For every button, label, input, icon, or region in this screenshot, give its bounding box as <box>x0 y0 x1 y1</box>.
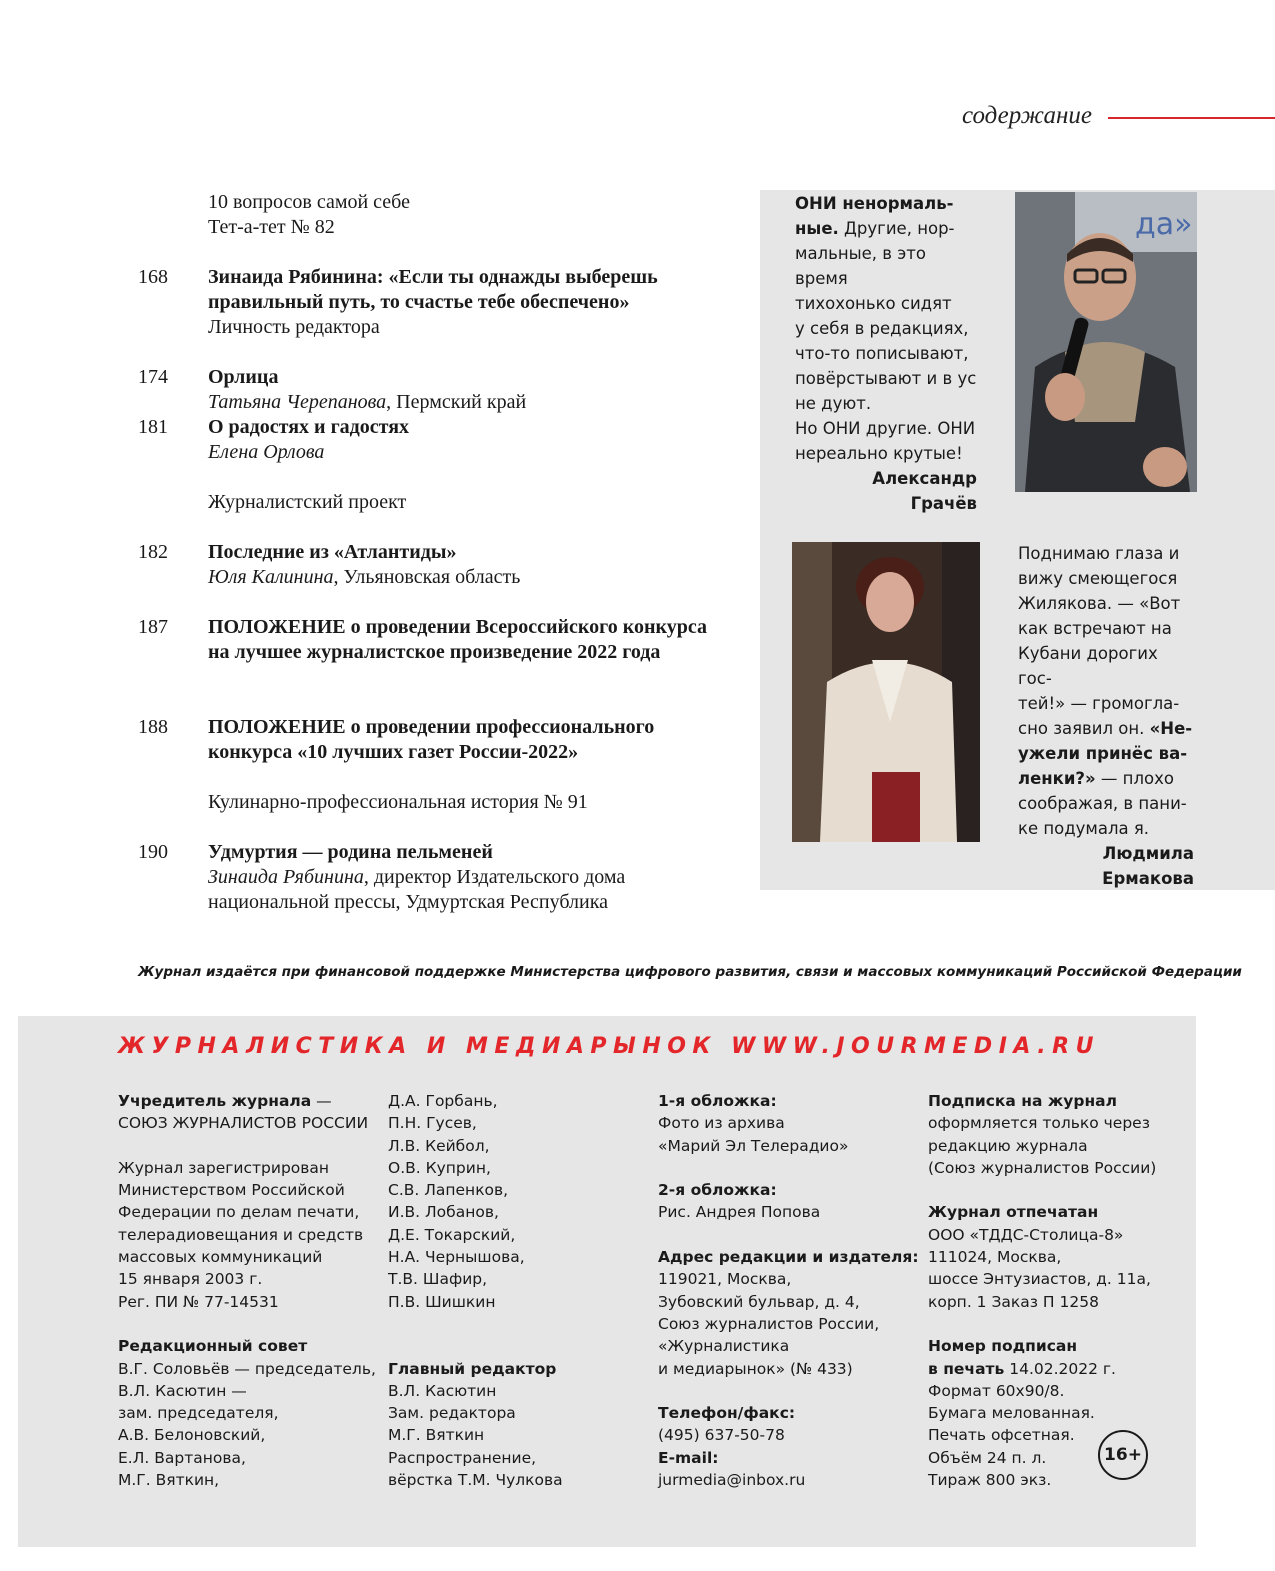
imprint-line <box>388 1469 563 1491</box>
imprint-line <box>658 1112 919 1134</box>
imprint-line <box>658 1291 919 1313</box>
imprint-line <box>388 1112 563 1134</box>
spacer <box>928 1179 1156 1201</box>
imprint-text: П.Н. Гусев, <box>388 1114 477 1133</box>
toc-author: Елена Орлова <box>208 441 325 463</box>
imprint-text: Бумага мелованная. <box>928 1404 1095 1423</box>
imprint-line <box>928 1358 1156 1380</box>
toc-title: ПОЛОЖЕНИЕ о проведении профессионального конкурса «10 лучших газет России-2022» <box>208 716 655 763</box>
imprint-text: и медиарынок» (№ 433) <box>658 1359 853 1378</box>
quote-line: ные. Другие, нор- <box>795 219 955 238</box>
quote-line: мальные, в это время <box>795 244 927 288</box>
spacer <box>658 1157 919 1179</box>
imprint-text: телерадиовещания и средств <box>118 1225 364 1244</box>
imprint-line <box>388 1246 563 1268</box>
toc-page-number: 188 <box>138 716 168 738</box>
toc-rubric: Журналистский проект <box>208 491 407 513</box>
imprint-heading: 2-я обложка: <box>658 1181 777 1200</box>
imprint-line <box>118 1402 376 1424</box>
imprint-text: 15 января 2003 г. <box>118 1270 263 1289</box>
imprint-line <box>388 1358 563 1380</box>
quote-line: тихохонько сидят <box>795 294 952 313</box>
quote-line: как встречают на <box>1018 619 1172 638</box>
quote-author: Ермакова <box>1102 869 1194 888</box>
spacer <box>118 1135 376 1157</box>
imprint-text: корп. 1 Заказ П 1258 <box>928 1292 1099 1311</box>
toc-rubric: Тет-а-тет № 82 <box>208 216 335 238</box>
imprint-line <box>658 1402 919 1424</box>
imprint-line <box>928 1157 1156 1179</box>
imprint-line <box>658 1090 919 1112</box>
spacer <box>388 1335 563 1357</box>
imprint-text: «Марий Эл Телерадио» <box>658 1136 849 1155</box>
toc-page-number: 187 <box>138 616 168 638</box>
imprint-text: П.В. Шишкин <box>388 1292 496 1311</box>
imprint-text: Журнал зарегистрирован <box>118 1158 330 1177</box>
imprint-heading: Телефон/факс: <box>658 1404 796 1423</box>
quote-line: сно заявил он. «Не- <box>1018 719 1193 738</box>
imprint-line <box>658 1447 919 1469</box>
imprint-heading: Номер подписан <box>928 1337 1078 1356</box>
imprint-line <box>118 1358 376 1380</box>
quote-line: ужели принёс ва- <box>1018 744 1188 763</box>
imprint-text: Зам. редактора <box>388 1404 516 1423</box>
imprint-line <box>658 1313 919 1335</box>
imprint-line <box>928 1201 1156 1223</box>
imprint-text: редакцию журнала <box>928 1136 1088 1155</box>
spacer <box>658 1224 919 1246</box>
photo-speaker-with-microphone <box>1015 192 1197 492</box>
imprint-line <box>118 1157 376 1179</box>
imprint-heading: 1-я обложка: <box>658 1092 777 1110</box>
imprint-text: 14.02.2022 г. <box>1004 1359 1116 1378</box>
quote-line: Кубани дорогих гос- <box>1018 644 1158 688</box>
quote-line: ке подумала я. <box>1018 819 1150 838</box>
imprint-text: Министерством Российской <box>118 1181 345 1200</box>
imprint-text: Д.А. Горбань, <box>388 1092 498 1110</box>
imprint-line <box>118 1268 376 1290</box>
imprint-line <box>388 1291 563 1313</box>
imprint-column-contacts <box>658 1090 919 1491</box>
imprint-line <box>658 1424 919 1446</box>
quote-line: ленки?» — плохо <box>1018 769 1174 788</box>
imprint-heading: в печать <box>928 1359 1005 1378</box>
quote-line: Но ОНИ другие. ОНИ <box>795 419 976 438</box>
imprint-heading: Подписка на журнал <box>928 1092 1117 1110</box>
imprint-line <box>658 1358 919 1380</box>
imprint-text: Т.В. Шафир, <box>388 1270 488 1289</box>
imprint-text: Объём 24 п. л. <box>928 1448 1047 1467</box>
imprint-text: Л.В. Кейбол, <box>388 1136 490 1155</box>
imprint-line <box>928 1090 1156 1112</box>
quote-line: Поднимаю глаза и <box>1018 544 1180 563</box>
quote-line: что-то пописывают, <box>795 344 969 363</box>
imprint-text: В.Л. Касютин <box>388 1381 497 1400</box>
toc-title: Зинаида Рябинина: «Если ты однажды выберешь правильный путь, то счастье тебе обеспечено» <box>208 266 658 313</box>
quote-line: повёрстывают и в ус <box>795 369 977 388</box>
imprint-heading: E-mail: <box>658 1448 719 1467</box>
imprint-text: И.В. Лобанов, <box>388 1203 499 1222</box>
imprint-line <box>388 1090 563 1112</box>
imprint-line <box>388 1268 563 1290</box>
quote-1 <box>795 191 977 516</box>
imprint-line <box>118 1246 376 1268</box>
imprint-line <box>118 1090 376 1112</box>
imprint-line <box>928 1402 1156 1424</box>
imprint-heading: Учредитель журнала <box>118 1092 312 1110</box>
imprint-text: — <box>311 1092 332 1110</box>
toc-author-place: , Пермский край <box>386 391 527 413</box>
imprint-text: Тираж 800 экз. <box>928 1471 1052 1490</box>
imprint-line <box>658 1268 919 1290</box>
imprint-text: Федерации по делам печати, <box>118 1203 360 1222</box>
imprint-text: А.В. Белоновский, <box>118 1426 266 1445</box>
toc-page-number: 174 <box>138 366 168 388</box>
quote-author: Людмила <box>1102 844 1194 863</box>
imprint-line <box>928 1268 1156 1290</box>
imprint-line <box>118 1469 376 1491</box>
photo-illustration <box>1015 192 1197 492</box>
imprint-text: СОЮЗ ЖУРНАЛИСТОВ РОССИИ <box>118 1114 369 1133</box>
imprint-line <box>658 1179 919 1201</box>
imprint-text: Рис. Андрея Попова <box>658 1203 821 1222</box>
toc-title: О радостях и гадостях <box>208 416 410 438</box>
imprint-text: О.В. Куприн, <box>388 1158 491 1177</box>
toc-title: Последние из «Атлантиды» <box>208 541 457 563</box>
age-rating-badge: 16+ <box>1098 1430 1148 1480</box>
imprint-line <box>388 1402 563 1424</box>
imprint-text: Н.А. Чернышова, <box>388 1248 525 1267</box>
imprint-text: Союз журналистов России, <box>658 1314 880 1333</box>
quote-line: соображая, в пани- <box>1018 794 1187 813</box>
imprint-line <box>118 1335 376 1357</box>
imprint-text: М.Г. Вяткин <box>388 1426 485 1445</box>
toc-author: Юля Калинина <box>208 566 334 588</box>
toc-rubric: Кулинарно-профессиональная история № 91 <box>208 791 588 813</box>
imprint-text: jurmedia@inbox.ru <box>658 1471 806 1490</box>
imprint-text: (495) 637-50-78 <box>658 1426 785 1445</box>
imprint-heading: Главный редактор <box>388 1359 557 1378</box>
imprint-text: вёрстка Т.М. Чулкова <box>388 1471 563 1490</box>
imprint-text: Е.Л. Вартанова, <box>118 1448 246 1467</box>
imprint-text: Фото из архива <box>658 1114 785 1133</box>
imprint-line <box>118 1179 376 1201</box>
imprint-line <box>118 1424 376 1446</box>
imprint-heading: Журнал отпечатан <box>928 1203 1099 1222</box>
imprint-text: В.Г. Соловьёв — председатель, <box>118 1359 376 1378</box>
imprint-text: ООО «ТДДС-Столица-8» <box>928 1225 1124 1244</box>
imprint-line <box>118 1224 376 1246</box>
imprint-line <box>658 1469 919 1491</box>
quote-line: тей!» — громогла- <box>1018 694 1180 713</box>
toc-author: Татьяна Черепанова <box>208 391 387 413</box>
section-title: содержание <box>962 102 1092 129</box>
imprint-text: М.Г. Вяткин, <box>118 1471 220 1490</box>
toc-page-number: 182 <box>138 541 168 563</box>
imprint-text: 119021, Москва, <box>658 1270 792 1289</box>
toc-section-label: 10 вопросов самой себе <box>208 191 410 213</box>
imprint-text: массовых коммуникаций <box>118 1248 323 1267</box>
imprint-line <box>118 1201 376 1223</box>
imprint-footer <box>18 1016 1196 1547</box>
imprint-line <box>118 1380 376 1402</box>
toc-byline <box>208 390 728 415</box>
imprint-line <box>388 1201 563 1223</box>
quote-author: Александр <box>872 469 977 488</box>
imprint-text: «Журналистика <box>658 1337 790 1356</box>
quote-line: Жилякова. — «Вот <box>1018 594 1181 613</box>
toc-byline <box>208 440 728 465</box>
imprint-line <box>928 1224 1156 1246</box>
toc-byline <box>208 865 688 915</box>
imprint-text: шоссе Энтузиастов, д. 11а, <box>928 1270 1151 1289</box>
imprint-text: Печать офсетная. <box>928 1426 1075 1445</box>
imprint-line <box>928 1291 1156 1313</box>
quote-line: не дуют. <box>795 394 872 413</box>
imprint-text: С.В. Лапенков, <box>388 1181 509 1200</box>
toc-page-number: 181 <box>138 416 168 438</box>
imprint-column-founder <box>118 1090 376 1491</box>
sign-text: да» <box>1135 207 1193 242</box>
imprint-line <box>388 1135 563 1157</box>
imprint-heading: Редакционный совет <box>118 1337 308 1356</box>
imprint-text: (Союз журналистов России) <box>928 1158 1157 1177</box>
imprint-text: Формат 60х90/8. <box>928 1381 1065 1400</box>
imprint-line <box>658 1335 919 1357</box>
imprint-text: Распространение, <box>388 1448 537 1467</box>
toc-rubric: Личность редактора <box>208 316 380 338</box>
magazine-brand: ЖУРНАЛИСТИКА И МЕДИАРЫНОК WWW.JOURMEDIA.RU <box>118 1034 1100 1059</box>
imprint-line <box>388 1380 563 1402</box>
imprint-line <box>928 1335 1156 1357</box>
toc-page-number: 190 <box>138 841 168 863</box>
imprint-line <box>388 1424 563 1446</box>
toc-byline <box>208 565 728 590</box>
header-rule <box>1108 117 1275 119</box>
spacer <box>928 1313 1156 1335</box>
imprint-text: Д.Е. Токарский, <box>388 1225 516 1244</box>
toc-author-place: , Ульяновская область <box>333 566 521 588</box>
imprint-text: Рег. ПИ № 77-14531 <box>118 1292 279 1311</box>
imprint-line <box>388 1447 563 1469</box>
funding-note: Журнал издаётся при финансовой поддержке Министерства цифрового развития, связи и массовых коммуникаций Российской Федерации <box>138 964 1242 980</box>
toc-author: Зинаида Рябинина <box>208 866 364 888</box>
imprint-line <box>928 1246 1156 1268</box>
quote-author: Грачёв <box>910 494 977 513</box>
imprint-line <box>658 1135 919 1157</box>
imprint-text: В.Л. Касютин — <box>118 1381 247 1400</box>
spacer <box>388 1313 563 1335</box>
toc-title: Орлица <box>208 366 279 388</box>
quote-line: нереально крутые! <box>795 444 963 463</box>
imprint-line <box>928 1380 1156 1402</box>
imprint-line <box>928 1112 1156 1134</box>
quote-line: у себя в редакциях, <box>795 319 969 338</box>
spacer <box>118 1313 376 1335</box>
imprint-line <box>658 1246 919 1268</box>
photo-illustration <box>792 542 980 842</box>
imprint-column-editorial <box>388 1090 563 1491</box>
toc-page-number: 168 <box>138 266 168 288</box>
toc-title: Удмуртия — родина пельменей <box>208 841 493 863</box>
imprint-text: Зубовский бульвар, д. 4, <box>658 1292 860 1311</box>
quote-line: вижу смеющегося <box>1018 569 1178 588</box>
imprint-line <box>658 1201 919 1223</box>
toc-author-place: , директор Издательского дома национальной прессы, Удмуртская Республика <box>208 866 626 913</box>
imprint-line <box>388 1157 563 1179</box>
imprint-text: зам. председателя, <box>118 1404 279 1423</box>
imprint-text: 111024, Москва, <box>928 1248 1062 1267</box>
imprint-line <box>388 1179 563 1201</box>
imprint-line <box>118 1112 376 1134</box>
spacer <box>658 1380 919 1402</box>
toc-title: ПОЛОЖЕНИЕ о проведении Всероссийского конкурса на лучшее журналистское произведение 2022 года <box>208 616 708 663</box>
imprint-heading: Адрес редакции и издателя: <box>658 1248 919 1267</box>
imprint-line <box>118 1447 376 1469</box>
imprint-line <box>388 1224 563 1246</box>
imprint-line <box>928 1135 1156 1157</box>
quote-line: ОНИ ненормаль- <box>795 194 954 213</box>
quote-2 <box>1018 541 1194 891</box>
imprint-line <box>118 1291 376 1313</box>
photo-woman-in-white-jacket <box>792 542 980 842</box>
imprint-text: оформляется только через <box>928 1114 1150 1133</box>
